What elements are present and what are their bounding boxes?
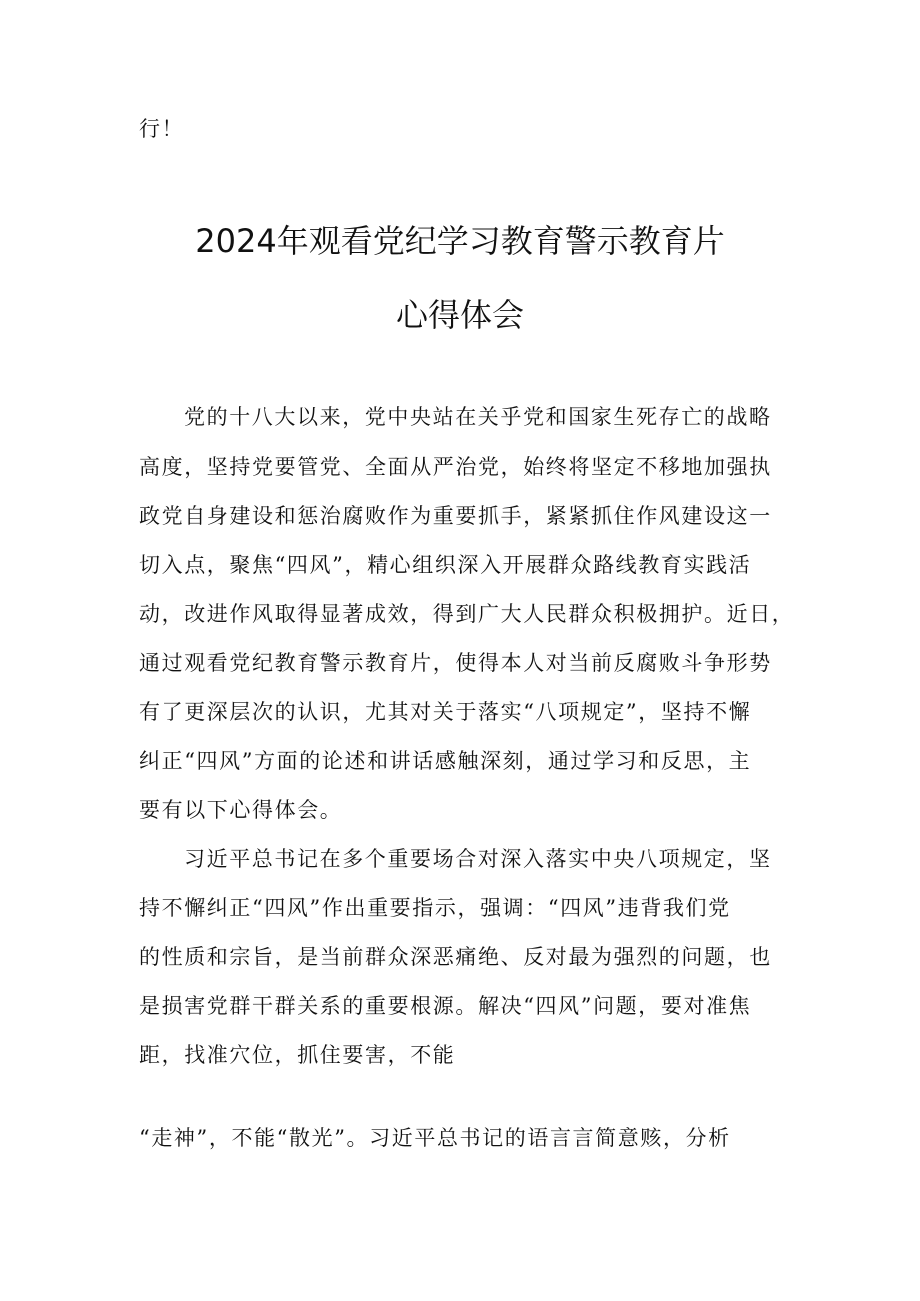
paragraph-1-line: 党的十八大以来，党中央站在关乎党和国家生死存亡的战略 xyxy=(184,405,772,429)
paragraph-1-line: 要有以下心得体会。 xyxy=(139,798,343,822)
paragraph-2-line: 的性质和宗旨，是当前群众深恶痛绝、反对最为强烈的问题，也 xyxy=(139,945,772,969)
paragraph-1-line: 纠正“四风”方面的论述和讲话感触深刻，通过学习和反思，主 xyxy=(139,749,752,773)
carryover-text: 行！ xyxy=(139,117,185,141)
paragraph-1-line: 政党自身建设和惩治腐败作为重要抓手，紧紧抓住作风建设这一 xyxy=(139,504,772,528)
document-title-line-2: 心得体会 xyxy=(395,296,524,334)
paragraph-2-line: 习近平总书记在多个重要场合对深入落实中央八项规定，坚 xyxy=(184,847,772,871)
paragraph-2-line: 距，找准穴位，抓住要害，不能 xyxy=(139,1043,456,1067)
paragraph-3-line: “走神”，不能“散光”。习近平总书记的语言言简意赅，分析 xyxy=(139,1126,731,1150)
paragraph-1-line: 切入点，聚焦“四风”，精心组织深入开展群众路线教育实践活 xyxy=(139,553,752,577)
document-title-line-1: 2024年观看党纪学习教育警示教育片 xyxy=(195,222,725,260)
paragraph-1-line: 有了更深层次的认识，尤其对关于落实“八项规定”，坚持不懈 xyxy=(139,700,752,724)
paragraph-2-line: 持不懈纠正“四风”作出重要指示，强调：“四风”违背我们党 xyxy=(139,896,731,920)
paragraph-1-line: 通过观看党纪教育警示教育片，使得本人对当前反腐败斗争形势 xyxy=(139,651,772,675)
paragraph-1-line: 高度，坚持党要管党、全面从严治党，始终将坚定不移地加强执 xyxy=(139,455,772,479)
paragraph-1-line: 动，改进作风取得显著成效，得到广大人民群众积极拥护。近日， xyxy=(139,602,795,626)
paragraph-2-line: 是损害党群干群关系的重要根源。解决“四风”问题，要对准焦 xyxy=(139,994,752,1018)
